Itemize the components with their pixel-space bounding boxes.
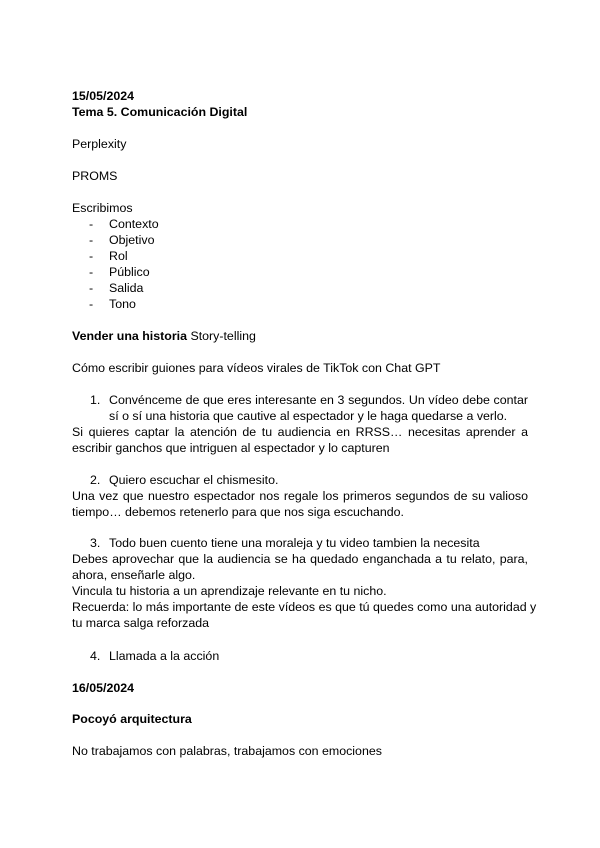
list-item-text: Contexto xyxy=(109,217,159,231)
item-number: 3. xyxy=(90,536,101,550)
item-text-line: Convénceme de que eres interesante en 3 segundos. Un vídeo debe contar xyxy=(109,393,528,407)
item-number: 4. xyxy=(90,649,101,663)
bullet-marker: - xyxy=(89,217,94,231)
item-text-line: Quiero escuchar el chismesito. xyxy=(109,473,279,487)
bullet-marker: - xyxy=(89,233,94,247)
paragraph-proms: PROMS xyxy=(72,169,118,183)
paragraph-line: Una vez que nuestro espectador nos regale los primeros segundos de su valioso xyxy=(72,489,528,503)
paragraph-line: Si quieres captar la atención de tu audiencia en RRSS… necesitas aprender a xyxy=(72,425,528,439)
topic-heading: Tema 5. Comunicación Digital xyxy=(72,105,248,119)
paragraph-line: Debes aprovechar que la audiencia se ha quedado enganchada a tu relato, para, xyxy=(72,552,528,566)
paragraph-line: Recuerda: lo más importante de este vídeos es que tú quedes como una autoridad y xyxy=(72,600,537,614)
bullet-marker: - xyxy=(89,297,94,311)
date-heading: 16/05/2024 xyxy=(72,681,135,695)
paragraph-escribimos: Escribimos xyxy=(72,201,133,215)
paragraph-line: tu marca salga reforzada xyxy=(72,616,210,630)
bullet-marker: - xyxy=(89,265,94,279)
section-heading: Pocoyó arquitectura xyxy=(72,712,192,726)
story-heading-bold: Vender una historia xyxy=(72,329,187,343)
item-number: 2. xyxy=(90,473,101,487)
paragraph-guiones: Cómo escribir guiones para vídeos virales de TikTok con Chat GPT xyxy=(72,361,441,375)
list-item-text: Rol xyxy=(109,249,128,263)
date-heading: 15/05/2024 xyxy=(72,89,135,103)
item-text-line: Llamada a la acción xyxy=(109,649,220,663)
item-text-line: Todo buen cuento tiene una moraleja y tu video tambien la necesita xyxy=(109,536,480,550)
item-text-line: sí o sí una historia que cautive al espectador y le haga quedarse a verlo. xyxy=(109,409,508,423)
document-page xyxy=(72,0,537,848)
paragraph-line: Vincula tu historia a un aprendizaje relevante en tu nicho. xyxy=(72,584,387,598)
list-item-text: Tono xyxy=(109,297,136,311)
list-item-text: Público xyxy=(109,265,150,279)
story-heading-rest: Story-telling xyxy=(187,329,256,343)
bullet-marker: - xyxy=(89,281,94,295)
list-item-text: Objetivo xyxy=(109,233,155,247)
paragraph-line: ahora, enseñarle algo. xyxy=(72,568,196,582)
list-item-text: Salida xyxy=(109,281,144,295)
paragraph-line: tiempo… debemos retenerlo para que nos siga escuchando. xyxy=(72,505,405,519)
paragraph-emociones: No trabajamos con palabras, trabajamos con emociones xyxy=(72,744,382,758)
story-heading xyxy=(72,328,256,344)
bullet-marker: - xyxy=(89,249,94,263)
item-number: 1. xyxy=(90,393,101,407)
paragraph-line: escribir ganchos que intriguen al espectador y lo capturen xyxy=(72,441,390,455)
paragraph-perplexity: Perplexity xyxy=(72,137,127,151)
